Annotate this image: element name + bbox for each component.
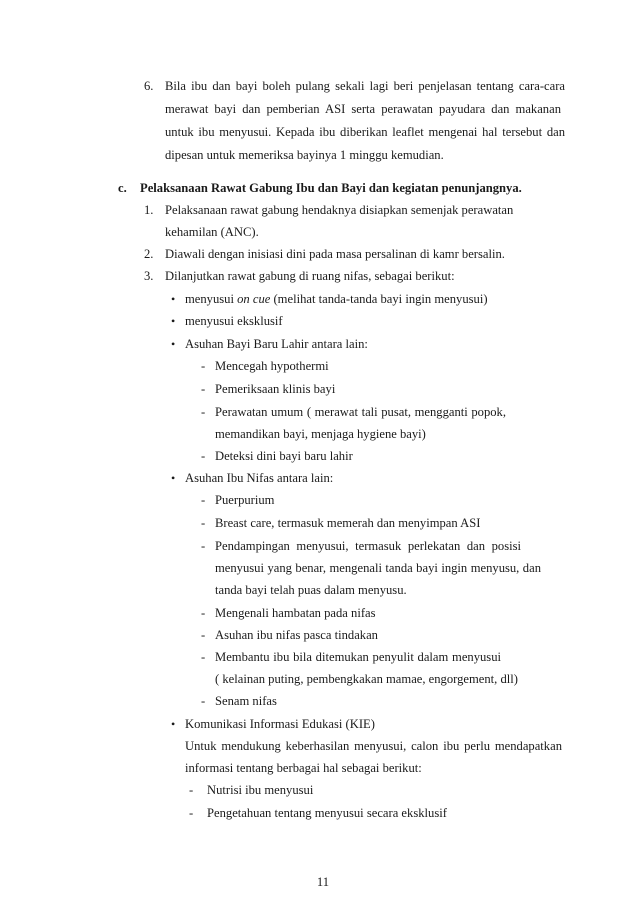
dash-marker: - xyxy=(201,449,206,463)
bullet-text: Asuhan Bayi Baru Lahir antara lain: xyxy=(185,337,368,351)
sub-item: Perawatan umum ( merawat tali pusat, mengganti popok, xyxy=(215,405,506,419)
list-number-6: 6. xyxy=(144,79,154,93)
sub-item: Mengenali hambatan pada nifas xyxy=(215,606,376,620)
bullet-icon: • xyxy=(171,337,176,351)
paragraph-line: merawat bayi dan pemberian ASI serta perawatan payudara dan makanan xyxy=(165,102,561,116)
paragraph-line: dipesan untuk memeriksa bayinya 1 minggu kemudian. xyxy=(165,148,444,162)
sub-item: Pengetahuan tentang menyusui secara eksklusif xyxy=(207,806,447,820)
sub-item: Breast care, termasuk memerah dan menyimpan ASI xyxy=(215,516,481,530)
dash-marker: - xyxy=(201,539,206,553)
sub-item: Deteksi dini bayi baru lahir xyxy=(215,449,353,463)
section-marker: c. xyxy=(118,181,127,195)
paragraph-line: kehamilan (ANC). xyxy=(165,225,259,239)
paragraph-line: untuk ibu menyusui. Kepada ibu diberikan leaflet mengenai hal tersebut dan xyxy=(165,125,565,139)
paragraph-line: informasi tentang berbagai hal sebagai berikut: xyxy=(185,761,422,775)
list-number-1: 1. xyxy=(144,203,154,217)
bullet-icon: • xyxy=(171,717,176,731)
list-number-2: 2. xyxy=(144,247,154,261)
bullet-text: Komunikasi Informasi Edukasi (KIE) xyxy=(185,717,375,731)
paragraph-line: Untuk mendukung keberhasilan menyusui, calon ibu perlu mendapatkan xyxy=(185,739,562,753)
dash-marker: - xyxy=(201,650,206,664)
sub-item: Pendampingan menyusui, termasuk perlekatan dan posisi xyxy=(215,539,521,553)
sub-item: Pemeriksaan klinis bayi xyxy=(215,382,336,396)
dash-marker: - xyxy=(189,806,194,820)
paragraph-line: Pelaksanaan rawat gabung hendaknya disiapkan semenjak perawatan xyxy=(165,203,514,217)
sub-item: Puerpurium xyxy=(215,493,275,507)
sub-item-continuation: ( kelainan puting, pembengkakan mamae, engorgement, dll) xyxy=(215,672,518,686)
dash-marker: - xyxy=(201,405,206,419)
list-number-3: 3. xyxy=(144,269,154,283)
sub-item: Mencegah hypothermi xyxy=(215,359,329,373)
sub-item: Membantu ibu bila ditemukan penyulit dalam menyusui xyxy=(215,650,501,664)
dash-marker: - xyxy=(201,694,206,708)
sub-item: Senam nifas xyxy=(215,694,277,708)
bullet-icon: • xyxy=(171,471,176,485)
sub-item-continuation: menyusui yang benar, mengenali tanda bayi ingin menyusu, dan xyxy=(215,561,541,575)
paragraph-line: Diawali dengan inisiasi dini pada masa persalinan di kamr bersalin. xyxy=(165,247,505,261)
sub-item-continuation: memandikan bayi, menjaga hygiene bayi) xyxy=(215,427,426,441)
bullet-text: Asuhan Ibu Nifas antara lain: xyxy=(185,471,334,485)
bullet-icon: • xyxy=(171,314,176,328)
bullet-text: menyusui eksklusif xyxy=(185,314,283,328)
bullet-icon: • xyxy=(171,292,176,306)
dash-marker: - xyxy=(201,382,206,396)
section-heading: Pelaksanaan Rawat Gabung Ibu dan Bayi dan kegiatan penunjangnya. xyxy=(140,181,522,195)
paragraph-line: Bila ibu dan bayi boleh pulang sekali lagi beri penjelasan tentang cara-cara xyxy=(165,79,565,93)
dash-marker: - xyxy=(201,628,206,642)
paragraph-line: Dilanjutkan rawat gabung di ruang nifas, sebagai berikut: xyxy=(165,269,455,283)
sub-item: Nutrisi ibu menyusui xyxy=(207,783,314,797)
page-number: 11 xyxy=(316,875,330,889)
sub-item-continuation: tanda bayi telah puas dalam menyusu. xyxy=(215,583,407,597)
dash-marker: - xyxy=(201,516,206,530)
dash-marker: - xyxy=(201,493,206,507)
bullet-text: menyusui on cue (melihat tanda-tanda bayi ingin menyusui) xyxy=(185,292,488,306)
italic-term: on cue xyxy=(237,292,271,306)
sub-item: Asuhan ibu nifas pasca tindakan xyxy=(215,628,378,642)
dash-marker: - xyxy=(201,606,206,620)
dash-marker: - xyxy=(201,359,206,373)
dash-marker: - xyxy=(189,783,194,797)
